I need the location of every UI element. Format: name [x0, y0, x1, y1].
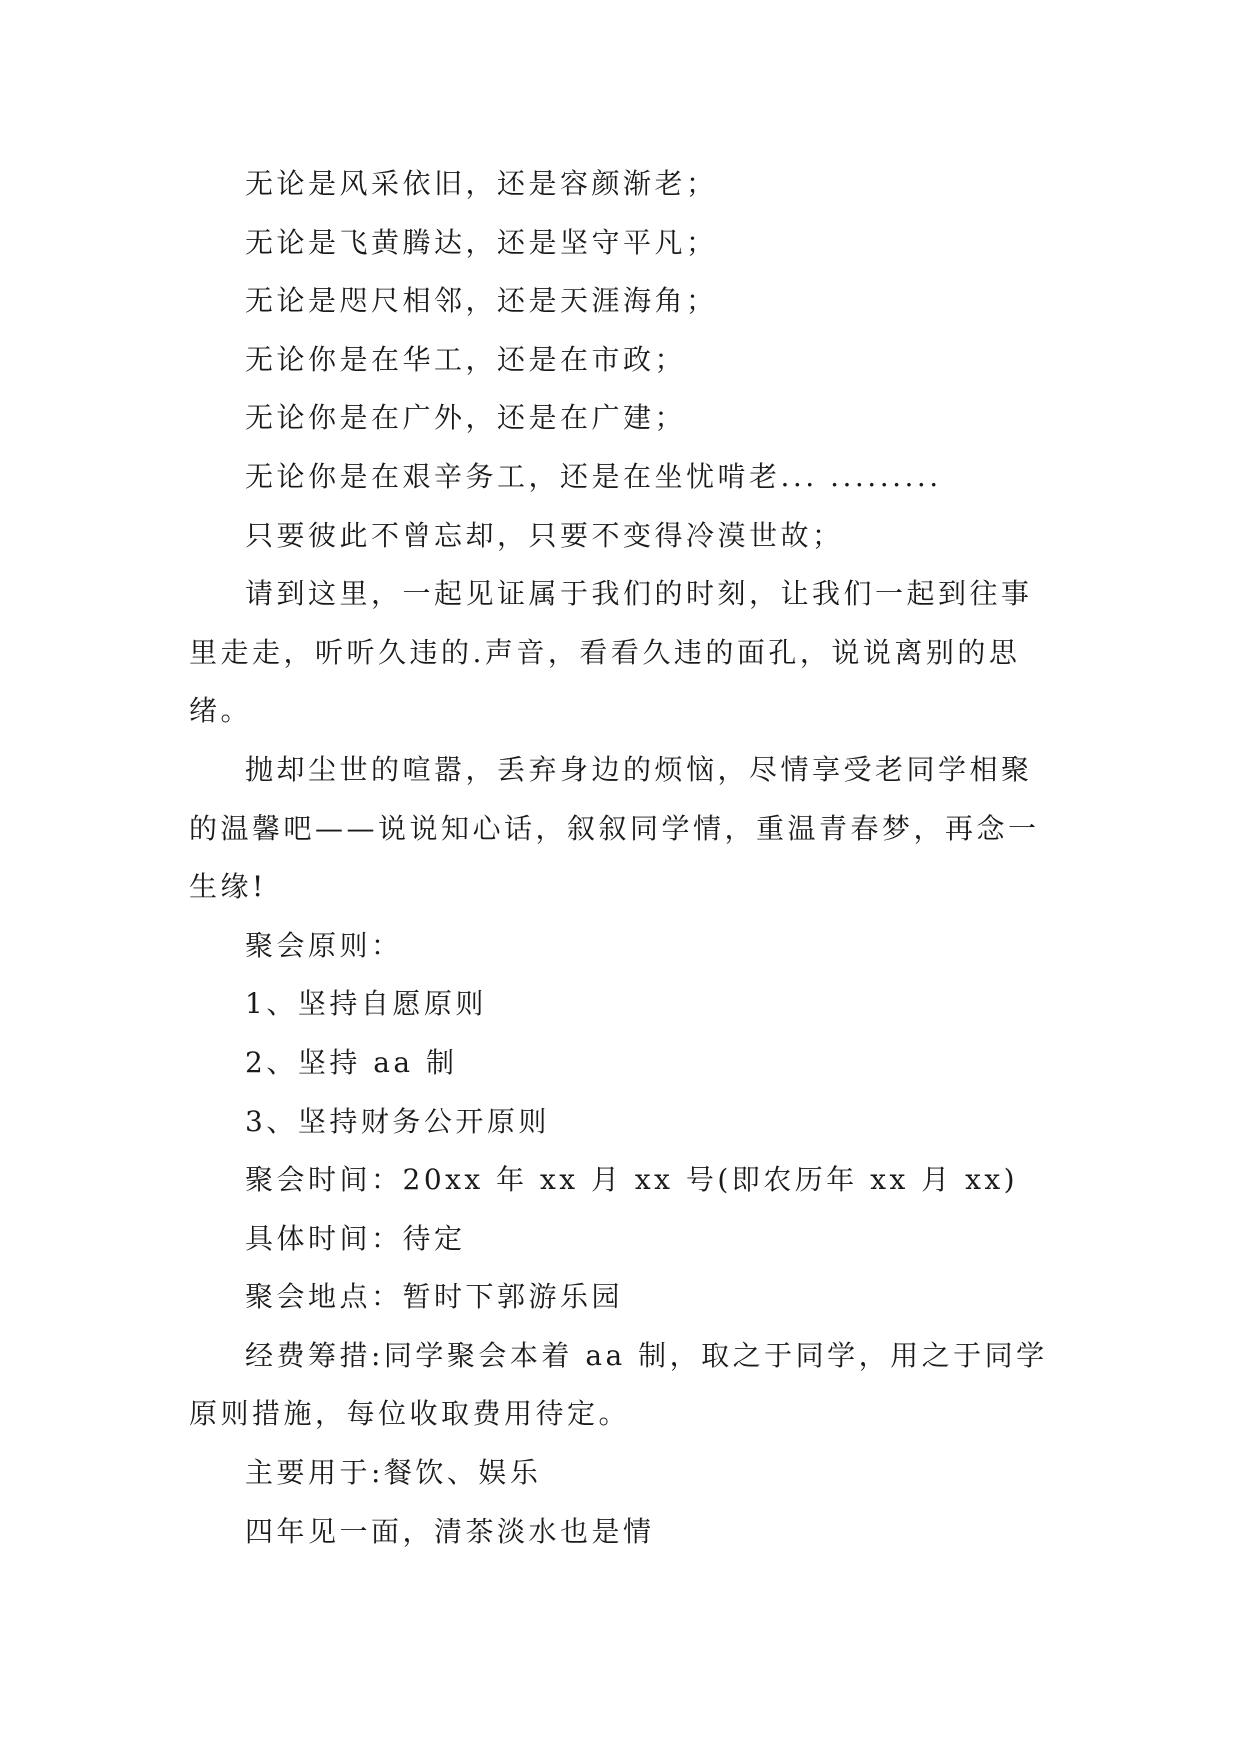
gathering-location: 聚会地点：暂时下郭游乐园: [245, 1280, 624, 1314]
principle-item: 3、坚持财务公开原则: [245, 1104, 550, 1138]
verse-line: 无论是风采依旧，还是容颜渐老；: [245, 167, 718, 200]
funding-paragraph: 经费筹措:同学聚会本着 aa 制，取之于同学，用之于同学原则措施，每位收取费用待定。: [189, 1338, 1048, 1431]
verse-line: 无论你是在华工，还是在市政；: [245, 342, 687, 376]
verse-line: 无论你是在艰辛务工，还是在坐忧啃老... .........: [245, 459, 942, 493]
verse-line: 只要彼此不曾忘却，只要不变得冷漠世故；: [245, 518, 844, 552]
closing-line: 四年见一面，清茶淡水也是情: [245, 1514, 655, 1548]
gathering-date: 聚会时间：20xx 年 xx 月 xx 号(即农历年 xx 月 xx): [245, 1163, 1019, 1197]
principle-item: 1、坚持自愿原则: [245, 987, 487, 1021]
principle-item: 2、坚持 aa 制: [245, 1045, 458, 1079]
verse-line: 无论是咫尺相邻，还是天涯海角；: [245, 284, 718, 318]
specific-time: 具体时间：待定: [245, 1221, 466, 1255]
verse-line: 无论是飞黄腾达，还是坚守平凡；: [245, 225, 718, 259]
usage-line: 主要用于:餐饮、娱乐: [245, 1456, 542, 1490]
verse-line: 无论你是在广外，还是在广建；: [245, 401, 687, 435]
invitation-paragraph: 请到这里，一起见证属于我们的时刻，让我们一起到往事里走走，听听久违的.声音，看看久违的面孔，说说离别的思绪。: [189, 577, 1033, 728]
document-body: [189, 155, 1049, 1561]
principles-heading: 聚会原则：: [245, 928, 403, 962]
invitation-paragraph: 抛却尘世的喧嚣，丢弃身边的烦恼，尽情享受老同学相聚的温馨吧——说说知心话，叙叙同学情，重温青春梦，再念一生缘!: [189, 752, 1040, 904]
